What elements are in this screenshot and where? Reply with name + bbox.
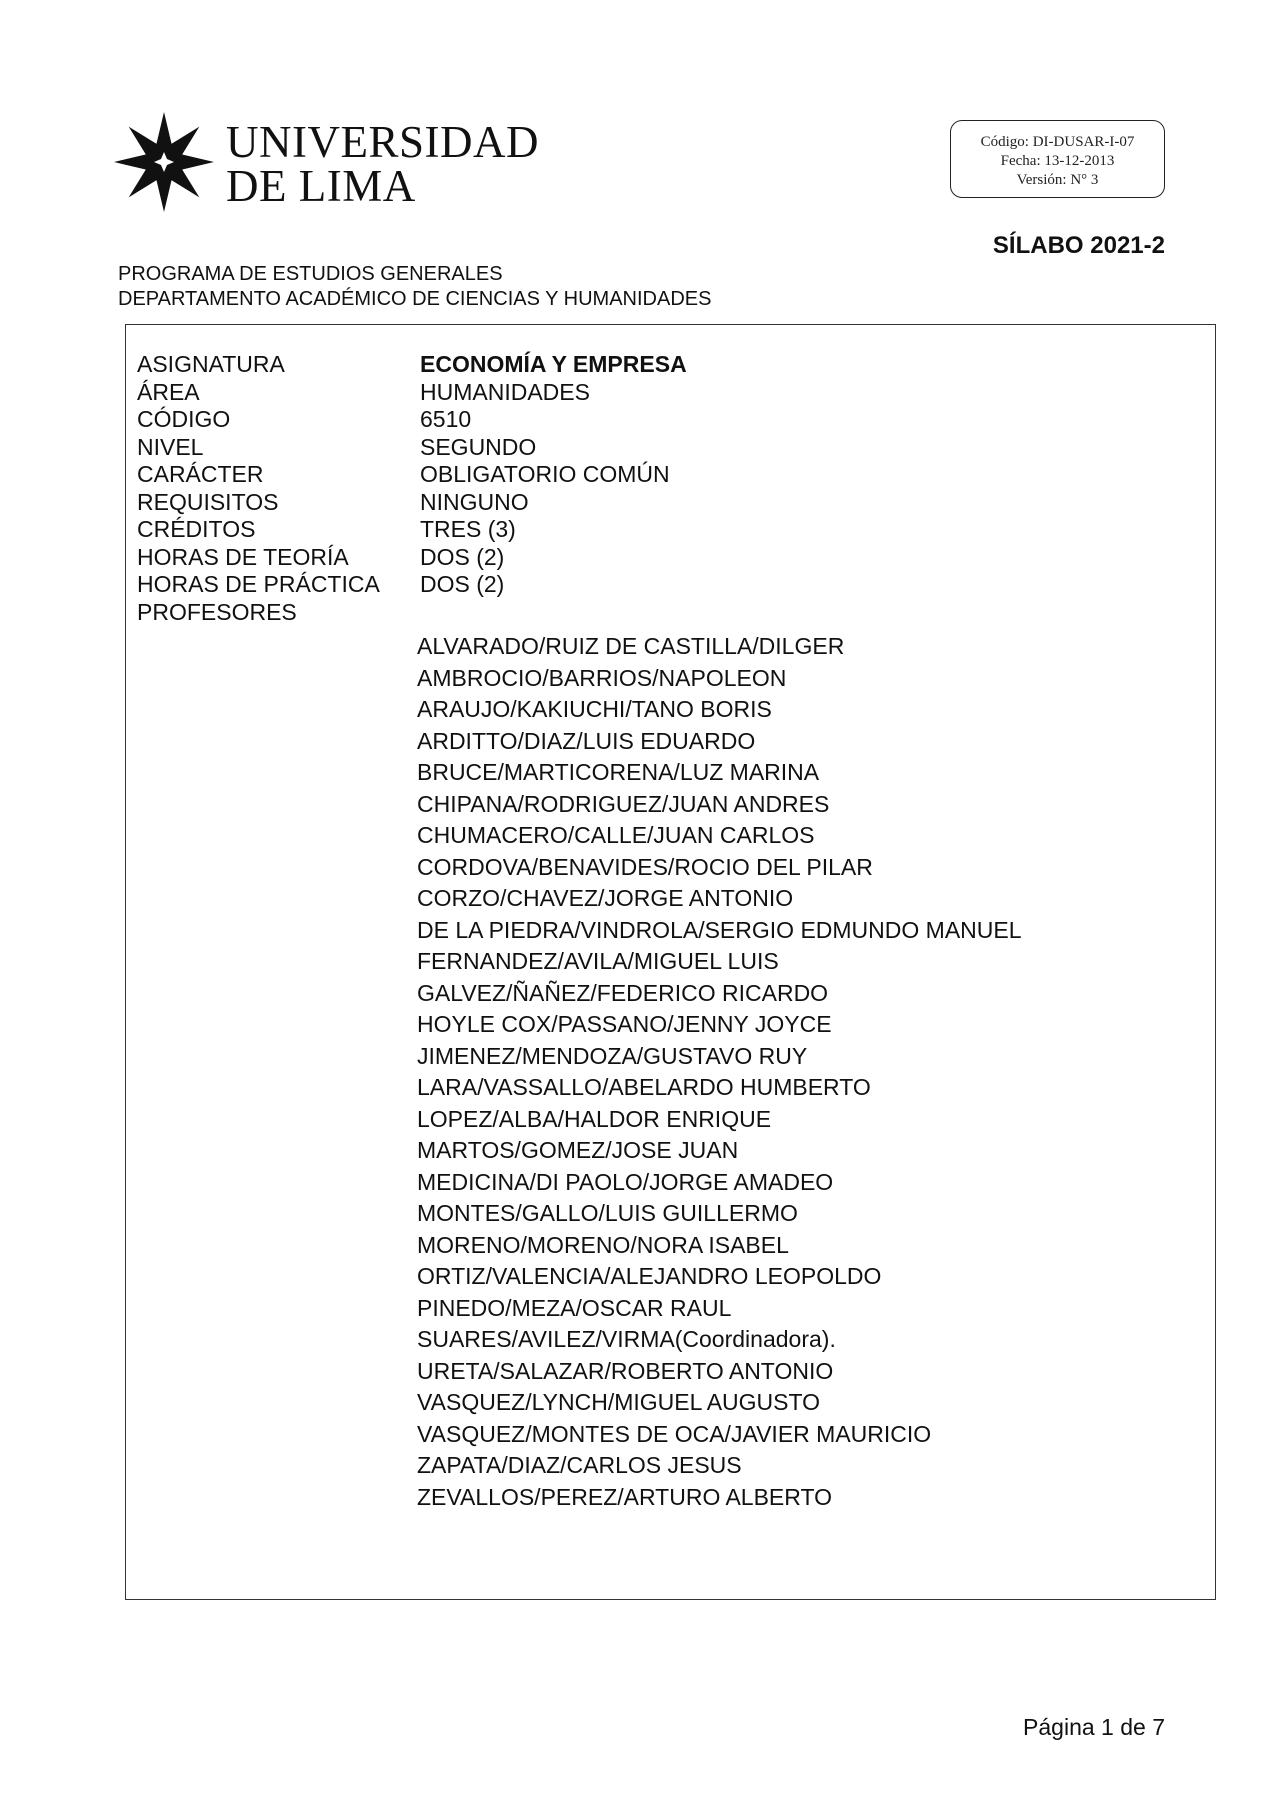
field-row (137, 544, 687, 572)
document-control-box (950, 120, 1165, 198)
field-label: HORAS DE TEORÍA (137, 543, 349, 570)
field-row (137, 489, 687, 517)
field-label: CÓDIGO (137, 406, 231, 432)
star-emblem-icon (112, 110, 216, 214)
field-value: HUMANIDADES (420, 378, 590, 405)
doc-version: Versión: N° 3 (1016, 172, 1099, 188)
professor-item: ZAPATA/DIAZ/CARLOS JESUS (417, 1452, 742, 1478)
professor-item: CHIPANA/RODRIGUEZ/JUAN ANDRES (417, 790, 830, 817)
doc-code: Código: DI-DUSAR-I-07 (980, 134, 1135, 150)
professor-item: JIMENEZ/MENDOZA/GUSTAVO RUY (417, 1042, 808, 1069)
field-value: DOS (2) (420, 543, 505, 570)
logo-line-1: UNIVERSIDAD (226, 117, 539, 167)
field-label: CRÉDITOS (137, 516, 256, 542)
professor-item: CHUMACERO/CALLE/JUAN CARLOS (417, 822, 815, 848)
field-label: PROFESORES (137, 598, 297, 625)
field-value: NINGUNO (420, 488, 529, 515)
professor-list (417, 631, 1022, 1513)
field-label: CARÁCTER (137, 461, 264, 487)
professor-item: FERNANDEZ/AVILA/MIGUEL LUIS (417, 948, 779, 974)
field-value: 6510 (420, 406, 472, 432)
field-row (137, 461, 687, 489)
professor-item: BRUCE/MARTICORENA/LUZ MARINA (417, 759, 820, 785)
field-value: ECONOMÍA Y EMPRESA (420, 351, 687, 377)
professor-item: SUARES/AVILEZ/VIRMA(Coordinadora). (417, 1326, 836, 1352)
field-label: ASIGNATURA (137, 351, 285, 377)
professor-item: LOPEZ/ALBA/HALDOR ENRIQUE (417, 1105, 772, 1132)
professor-item: LARA/VASSALLO/ABELARDO HUMBERTO (417, 1074, 871, 1100)
field-value: TRES (3) (420, 516, 516, 542)
professor-item: GALVEZ/ÑAÑEZ/FEDERICO RICARDO (417, 979, 829, 1006)
page-number: Página 1 de 7 (1023, 1714, 1165, 1740)
professor-item: ORTIZ/VALENCIA/ALEJANDRO LEOPOLDO (417, 1263, 882, 1289)
professor-item: ARAUJO/KAKIUCHI/TANO BORIS (417, 696, 772, 722)
field-row (137, 351, 687, 379)
course-fields (137, 351, 687, 626)
professor-item: VASQUEZ/LYNCH/MIGUEL AUGUSTO (417, 1389, 821, 1415)
field-label: REQUISITOS (137, 488, 279, 515)
professor-item: VASQUEZ/MONTES DE OCA/JAVIER MAURICIO (417, 1420, 932, 1447)
field-row (137, 599, 687, 627)
professor-item: MORENO/MORENO/NORA ISABEL (417, 1231, 789, 1258)
field-value: OBLIGATORIO COMÚN (420, 461, 670, 487)
department-header (118, 262, 711, 312)
logo-line-2: DE LIMA (226, 161, 416, 211)
field-row (137, 434, 687, 462)
professor-item: MEDICINA/DI PAOLO/JORGE AMADEO (417, 1168, 834, 1195)
field-row (137, 379, 687, 407)
professor-item: ZEVALLOS/PEREZ/ARTURO ALBERTO (417, 1483, 832, 1510)
professor-item: CORZO/CHAVEZ/JORGE ANTONIO (417, 885, 794, 911)
doc-date: Fecha: 13-12-2013 (1000, 153, 1115, 169)
professor-item: URETA/SALAZAR/ROBERTO ANTONIO (417, 1357, 834, 1384)
professor-item: MARTOS/GOMEZ/JOSE JUAN (417, 1137, 739, 1163)
field-value: DOS (2) (420, 571, 505, 597)
professor-item: HOYLE COX/PASSANO/JENNY JOYCE (417, 1011, 832, 1037)
program-name: PROGRAMA DE ESTUDIOS GENERALES (118, 263, 503, 285)
field-row (137, 406, 687, 434)
professor-item: PINEDO/MEZA/OSCAR RAUL (417, 1294, 732, 1321)
field-row (137, 571, 687, 599)
field-label: ÁREA (137, 378, 200, 405)
university-logo (112, 110, 539, 214)
professor-item: DE LA PIEDRA/VINDROLA/SERGIO EDMUNDO MANUEL (417, 916, 1022, 943)
department-name: DEPARTAMENTO ACADÉMICO DE CIENCIAS Y HUMANIDADES (118, 288, 712, 310)
field-label: NIVEL (137, 433, 204, 460)
professor-item: AMBROCIO/BARRIOS/NAPOLEON (417, 664, 787, 691)
logo-wordmark (226, 117, 539, 211)
field-row (137, 516, 687, 544)
professor-item: MONTES/GALLO/LUIS GUILLERMO (417, 1200, 798, 1226)
professor-item: CORDOVA/BENAVIDES/ROCIO DEL PILAR (417, 853, 873, 880)
field-label: HORAS DE PRÁCTICA (137, 571, 380, 597)
page-title: SÍLABO 2021-2 (992, 232, 1165, 259)
professor-item: ALVARADO/RUIZ DE CASTILLA/DILGER (417, 633, 845, 659)
field-value: SEGUNDO (420, 433, 537, 460)
professor-item: ARDITTO/DIAZ/LUIS EDUARDO (417, 727, 756, 754)
